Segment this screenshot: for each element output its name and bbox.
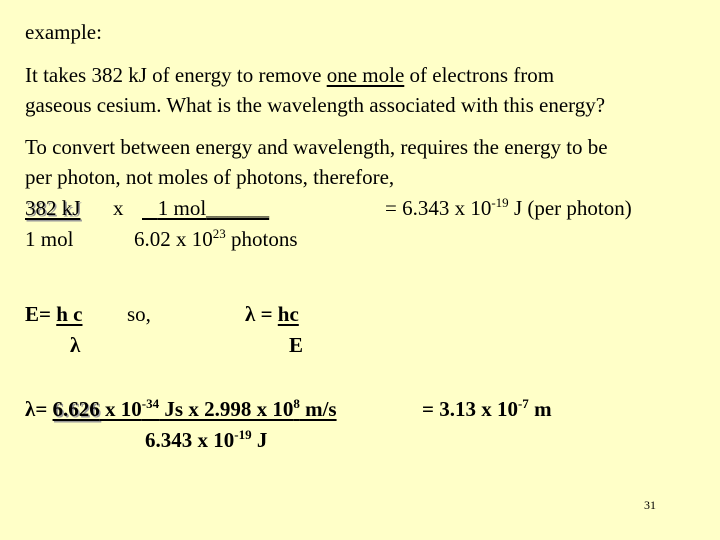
- conversion-result: [385, 196, 632, 220]
- calculation-num-exp2: 8: [293, 396, 300, 411]
- formula-wavelength-denominator: E: [289, 333, 304, 357]
- calculation-den-post: J: [251, 428, 268, 452]
- example-label: example:: [25, 20, 102, 44]
- problem-text-pre: It takes 382 kJ of energy to remove: [25, 63, 327, 87]
- calculation-den-pre: 6.343 x 10: [145, 428, 235, 452]
- conversion-times: x: [113, 196, 124, 220]
- formula-wavelength-lhs: λ =: [245, 302, 278, 326]
- calculation-denominator: [145, 428, 267, 452]
- formula-wavelength: [245, 302, 299, 326]
- calculation-result-post: m: [528, 397, 552, 421]
- formula-energy-numerator: h c: [56, 302, 83, 326]
- formula-so: so,: [127, 302, 151, 326]
- conversion-denominator-2: [134, 227, 298, 251]
- conversion-result-pre: = 6.343 x 10: [385, 196, 492, 220]
- calculation-den-exp: -19: [234, 427, 252, 442]
- problem-text-post: of electrons from: [404, 63, 555, 87]
- conversion-denominator-2-pre: 6.02 x 10: [134, 227, 213, 251]
- calculation-num-c: Js x 2.998 x 10: [159, 397, 294, 421]
- conversion-denominator-1: 1 mol: [25, 227, 74, 251]
- formula-energy-lhs: E=: [25, 302, 57, 326]
- conversion-numerator-2: [142, 196, 269, 220]
- formula-energy: [25, 302, 82, 326]
- intro-line-1: To convert between energy and wavelength, requires the energy to be: [25, 135, 608, 159]
- calculation-result: [422, 397, 552, 421]
- calculation-num-d: m/s: [299, 397, 337, 421]
- conversion-denominator-2-exp: 23: [212, 226, 226, 241]
- conversion-numerator-2-text: 1 mol: [157, 196, 207, 220]
- calculation-lhs: λ=: [25, 397, 53, 421]
- calculation-num-b: x 10: [99, 397, 142, 421]
- calculation-result-pre: = 3.13 x 10: [422, 397, 518, 421]
- conversion-result-post: J (per photon): [508, 196, 632, 220]
- formula-wavelength-numerator: hc: [277, 302, 299, 326]
- page-number: 31: [644, 498, 656, 512]
- calculation-planck-value: 6.626: [52, 397, 100, 421]
- calculation-num-exp1: -34: [141, 396, 160, 411]
- calculation-numerator: [25, 397, 337, 421]
- conversion-result-exp: -19: [491, 195, 509, 210]
- formula-energy-denominator: λ: [70, 333, 81, 357]
- conversion-numerator-1: 382 kJ: [25, 196, 81, 220]
- problem-text-underlined: one mole: [326, 63, 405, 87]
- calculation-result-exp: -7: [517, 396, 529, 411]
- conversion-blank: ______: [206, 196, 270, 220]
- problem-line-2: gaseous cesium. What is the wavelength associated with this energy?: [25, 93, 606, 117]
- conversion-denominator-2-post: photons: [225, 227, 298, 251]
- problem-line-1: [25, 63, 554, 87]
- intro-line-2: per photon, not moles of photons, therefore,: [25, 165, 395, 189]
